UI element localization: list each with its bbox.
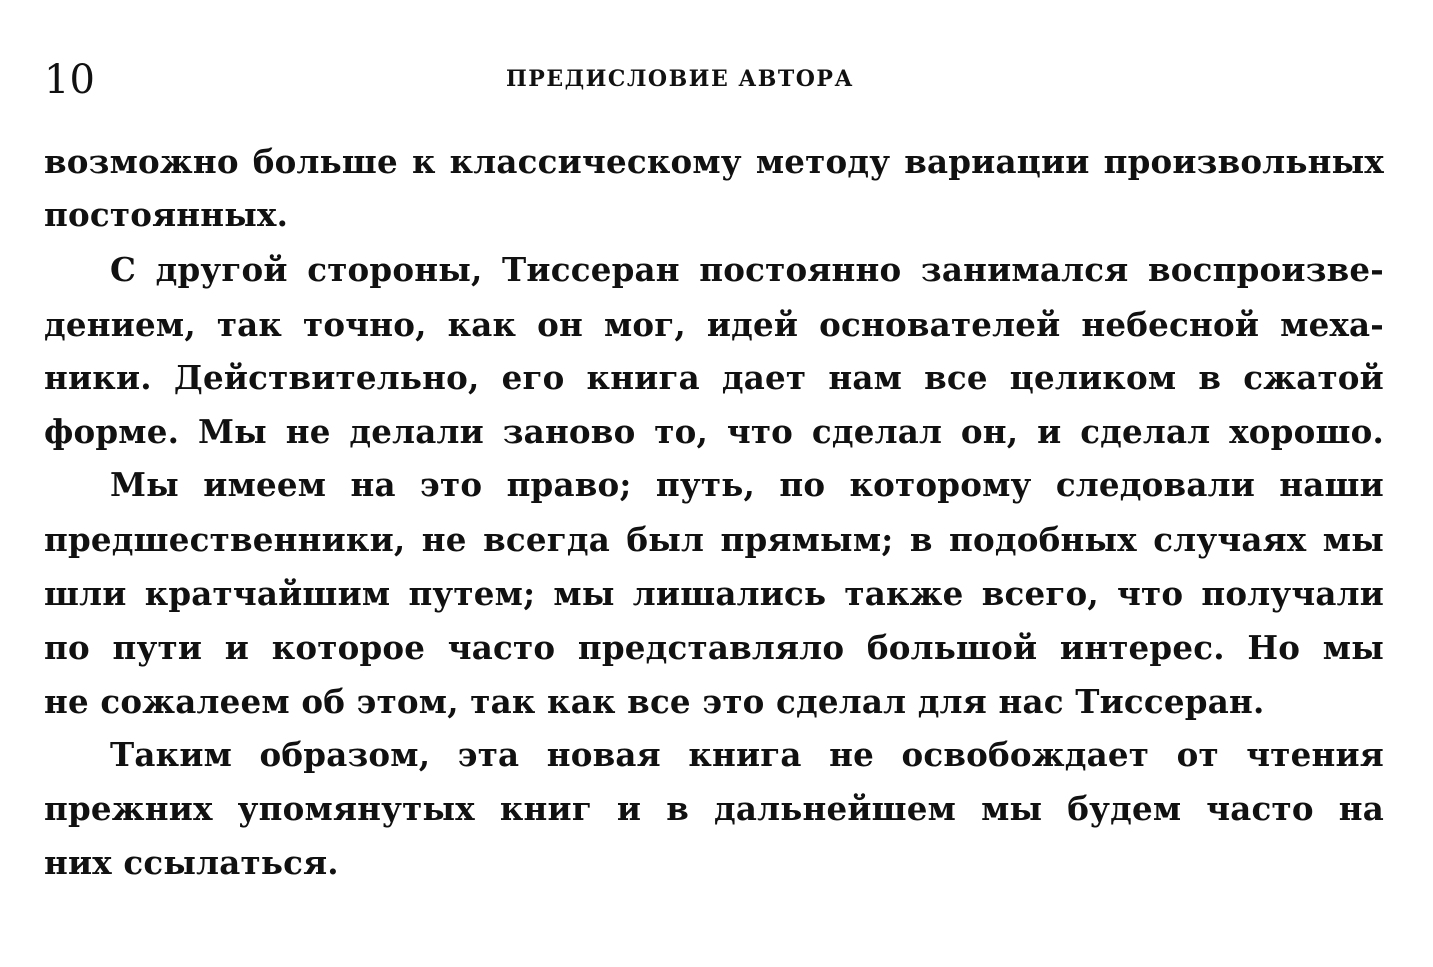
text-line: форме. Мы не делали заново то, что сделал он, и сделал хорошо. [44,412,1384,451]
text-line: по пути и которое часто представляло большой интерес. Но мы [44,628,1384,667]
text-line: возможно больше к классическому методу вариации произвольных [44,142,1384,181]
page-number: 10 [44,57,95,103]
text-line: дением, так точно, как он мог, идей основателей небесной меха- [44,305,1384,344]
text-line: предшественники, не всегда был прямым; в подобных случаях мы [44,520,1384,559]
text-line: постоянных. [44,195,289,234]
text-line: шли кратчайшим путем; мы лишались также всего, что получали [44,574,1384,613]
text-line: Таким образом, эта новая книга не освобождает от чтения [110,735,1384,774]
text-line: ники. Действительно, его книга дает нам все целиком в сжатой [44,358,1384,397]
text-line: Мы имеем на это право; путь, по которому следовали наши [110,465,1384,504]
text-line: не сожалеем об этом, так как все это сделал для нас Тиссеран. [44,682,1265,721]
running-head: ПРЕДИСЛОВИЕ АВТОРА [506,66,854,92]
text-line: прежних упомянутых книг и в дальнейшем мы будем часто на [44,789,1384,828]
text-line: С другой стороны, Тиссеран постоянно занимался воспроизве- [110,250,1384,289]
text-line: них ссылаться. [44,843,339,882]
